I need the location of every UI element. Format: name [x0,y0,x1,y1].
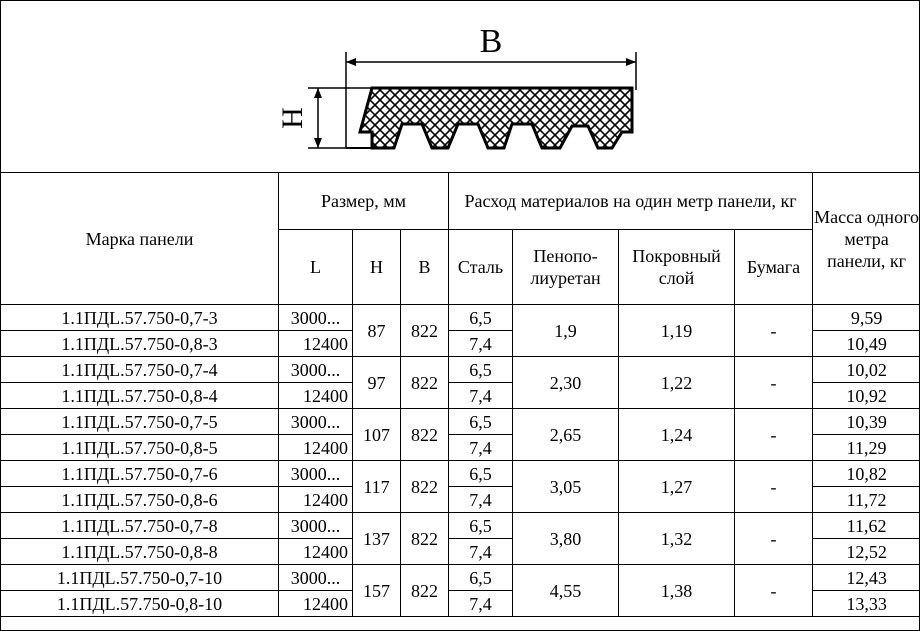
table-row [1,409,920,435]
panel-mark: 1.1ПДL.57.750-0,8-3 [1,331,279,357]
panel-mark: 1.1ПДL.57.750-0,7-4 [1,357,279,383]
panel-length: 12400 [279,331,353,357]
panel-mark: 1.1ПДL.57.750-0,7-3 [1,305,279,331]
steel-value: 6,5 [449,305,513,331]
mass-value: 11,29 [813,435,920,461]
b-arrow-left [346,58,356,66]
panel-height: 117 [353,461,401,513]
steel-value: 7,4 [449,331,513,357]
table-row [1,513,920,539]
panel-length: 3000... [279,513,353,539]
steel-value: 7,4 [449,487,513,513]
panel-mark: 1.1ПДL.57.750-0,8-10 [1,591,279,617]
mass-value: 12,43 [813,565,920,591]
b-label: B [479,23,503,60]
panel-length: 3000... [279,409,353,435]
paper-value: - [735,305,813,357]
panel-mark: 1.1ПДL.57.750-0,7-6 [1,461,279,487]
polyurethane-value: 3,05 [513,461,619,513]
paper-value: - [735,513,813,565]
polyurethane-header: Пенопо-лиуретан [513,230,619,305]
table-body [1,305,920,617]
paper-header: Бумага [735,230,813,305]
panel-width: 822 [401,305,449,357]
steel-value: 7,4 [449,539,513,565]
paper-value: - [735,409,813,461]
cover-layer-value: 1,27 [619,461,735,513]
polyurethane-value: 2,30 [513,357,619,409]
paper-value: - [735,357,813,409]
polyurethane-value: 3,80 [513,513,619,565]
panel-mark: 1.1ПДL.57.750-0,7-5 [1,409,279,435]
panel-mark: 1.1ПДL.57.750-0,7-10 [1,565,279,591]
panel-width: 822 [401,409,449,461]
mark-header: Марка панели [1,173,279,305]
steel-value: 6,5 [449,565,513,591]
mass-value: 10,92 [813,383,920,409]
h-label: H [276,107,309,129]
mass-value: 12,52 [813,539,920,565]
panel-width: 822 [401,565,449,617]
steel-value: 6,5 [449,513,513,539]
paper-value: - [735,565,813,617]
table-row [1,305,920,331]
mass-value: 11,72 [813,487,920,513]
polyurethane-value: 2,65 [513,409,619,461]
cover-layer-value: 1,19 [619,305,735,357]
table-row [1,565,920,591]
table-row [1,461,920,487]
height-header: H [353,230,401,305]
h-arrow-bottom [314,138,322,148]
panel-mark: 1.1ПДL.57.750-0,8-8 [1,539,279,565]
panel-width: 822 [401,357,449,409]
panel-length: 3000... [279,357,353,383]
cover-layer-value: 1,38 [619,565,735,617]
steel-value: 7,4 [449,591,513,617]
mass-value: 10,02 [813,357,920,383]
panel-length: 3000... [279,565,353,591]
panel-mark: 1.1ПДL.57.750-0,8-6 [1,487,279,513]
paper-value: - [735,461,813,513]
panel-width: 822 [401,461,449,513]
mass-value: 9,59 [813,305,920,331]
panel-length: 3000... [279,305,353,331]
panel-length: 12400 [279,591,353,617]
mass-value: 10,49 [813,331,920,357]
steel-value: 7,4 [449,435,513,461]
size-header: Размер, мм [279,173,449,230]
panel-height: 137 [353,513,401,565]
panel-profile-diagram [0,0,920,173]
panel-length: 3000... [279,461,353,487]
mass-value: 10,39 [813,409,920,435]
h-arrow-top [314,88,322,98]
polyurethane-value: 1,9 [513,305,619,357]
polyurethane-value: 4,55 [513,565,619,617]
cover-layer-value: 1,24 [619,409,735,461]
mass-value: 13,33 [813,591,920,617]
steel-header: Сталь [449,230,513,305]
cover-layer-value: 1,32 [619,513,735,565]
width-header: B [401,230,449,305]
consumption-header: Расход материалов на один метр панели, кг [449,173,813,230]
panel-height: 87 [353,305,401,357]
panel-mark: 1.1ПДL.57.750-0,7-8 [1,513,279,539]
panel-height: 107 [353,409,401,461]
panel-height: 157 [353,565,401,617]
mass-value: 11,62 [813,513,920,539]
panel-width: 822 [401,513,449,565]
panel-length: 12400 [279,487,353,513]
cover-layer-header: Покровный слой [619,230,735,305]
cover-layer-value: 1,22 [619,357,735,409]
panel-length: 12400 [279,539,353,565]
steel-value: 6,5 [449,357,513,383]
panel-profile [360,88,632,148]
b-arrow-right [626,58,636,66]
steel-value: 7,4 [449,383,513,409]
panel-mark: 1.1ПДL.57.750-0,8-4 [1,383,279,409]
length-header: L [279,230,353,305]
mass-header: Масса одного метра панели, кг [813,173,920,305]
panel-height: 97 [353,357,401,409]
panel-length: 12400 [279,383,353,409]
mass-value: 10,82 [813,461,920,487]
table-row [1,357,920,383]
steel-value: 6,5 [449,409,513,435]
panel-mark: 1.1ПДL.57.750-0,8-5 [1,435,279,461]
panel-length: 12400 [279,435,353,461]
steel-value: 6,5 [449,461,513,487]
panel-spec-table [0,172,920,617]
